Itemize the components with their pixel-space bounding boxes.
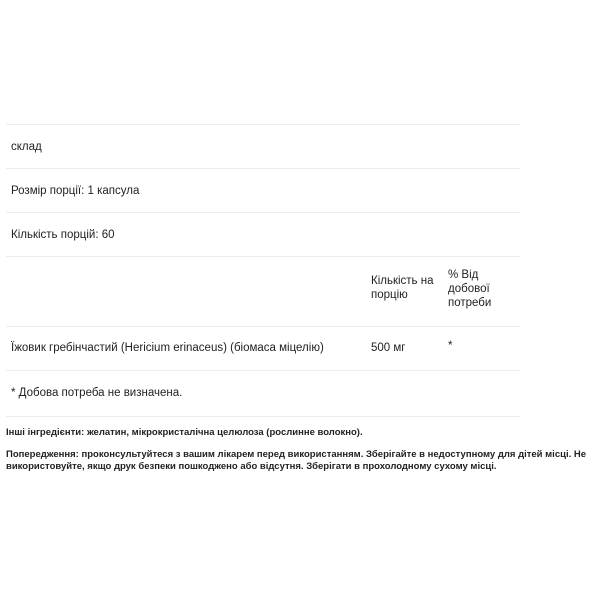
table-header-row [6,256,520,326]
product-notes [6,427,586,473]
facts-title-row [6,124,520,168]
servings-per-container-row [6,212,520,256]
daily-value-column-header: % Від добової потреби [448,269,492,309]
amount-column-header: Кількість на порцію [371,275,434,301]
supplement-facts-panel [6,124,520,417]
other-ingredients: Інші інгредієнти: желатин, мікрокристалічна целюлоза (рослинне волокно). [6,427,363,438]
serving-size: Розмір порції: 1 капсула [11,185,140,197]
facts-title: склад [11,141,42,153]
ingredient-daily-value: * [448,340,453,352]
servings-per-container: Кількість порцій: 60 [11,229,115,241]
panel-bottom-divider [6,416,520,417]
ingredient-amount: 500 мг [371,342,406,354]
serving-size-row [6,168,520,212]
ingredient-name: Їжовик гребінчастий (Hericium erinaceus) (біомаса міцелію) [11,342,324,354]
footnote-row [6,370,520,416]
warning-text: Попередження: проконсультуйтеся з вашим лікарем перед використанням. Зберігайте в недоступному для дітей місці. Не використовуйте, якщо друк безпеки пошкоджено або відсутня. Зберігати в прохолодному сухому місці. [6,449,587,472]
daily-value-footnote: * Добова потреба не визначена. [11,387,183,399]
ingredient-row [6,326,520,370]
